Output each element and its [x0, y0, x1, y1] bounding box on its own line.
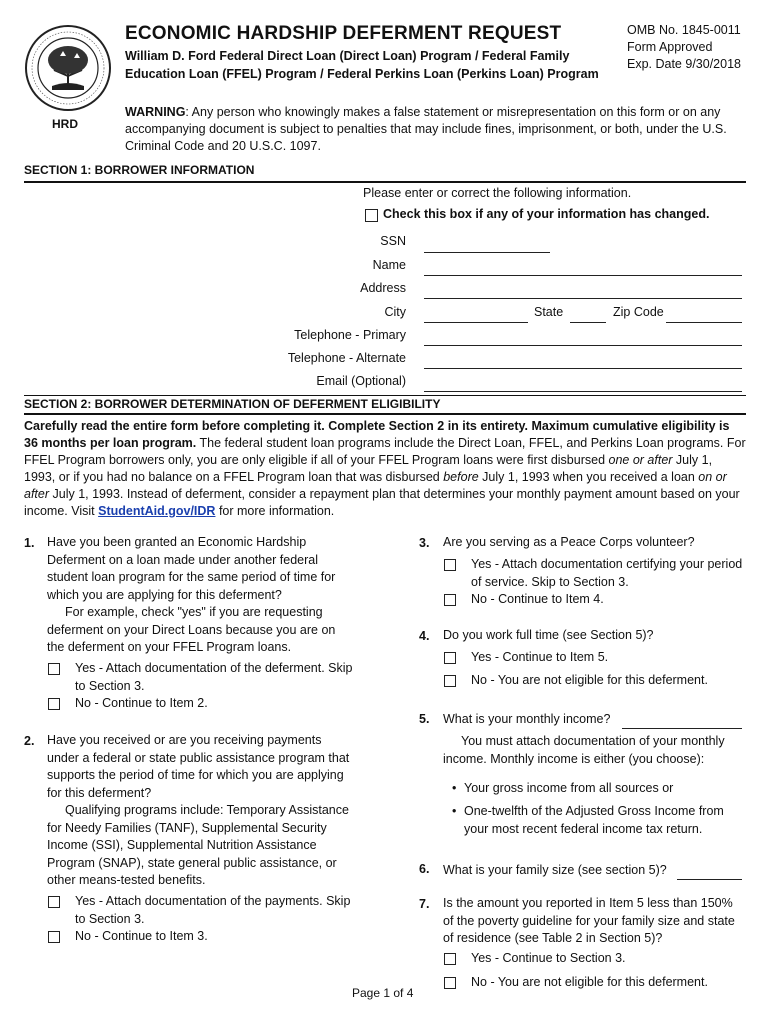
q2-example: Qualifying programs include: Temporary Assistance for Needy Families (TANF), Supplemental Security Income (SSI), Supplemental Nutrition Assistance Program (SNAP), state general public assistance, or other means-tested benefits. [47, 803, 349, 887]
intro-text-1: The federal student loan programs include the Direct Loan, FFEL, and Perkins Loan programs. For FFEL Program borrowers only, you are only eligible if all of your FFEL Program loans were first disbursed [24, 436, 746, 467]
q6-number: 6. [419, 862, 430, 876]
intro-text-5: for more information. [215, 504, 335, 518]
phone-alternate-field[interactable] [424, 368, 742, 369]
section2-heading: SECTION 2: BORROWER DETERMINATION OF DEFERMENT ELIGIBILITY [24, 397, 441, 411]
form-approved: Form Approved [627, 40, 713, 54]
email-label: Email (Optional) [316, 374, 406, 388]
q3-no-checkbox[interactable] [444, 594, 456, 606]
address-field[interactable] [424, 298, 742, 299]
q7-yes-label: Yes - Continue to Section 3. [471, 951, 626, 965]
q4-yes-checkbox[interactable] [444, 652, 456, 664]
city-label: City [384, 305, 406, 319]
intro-text-3: July 1, 1993 when you received a loan [478, 470, 699, 484]
state-label: State [534, 305, 564, 319]
page-number: Page 1 of 4 [352, 986, 414, 1000]
name-field[interactable] [424, 275, 742, 276]
q2-no-label: No - Continue to Item 3. [75, 929, 208, 943]
q1-yes-label: Yes - Attach documentation of the deferment. Skip to Section 3. [75, 661, 353, 693]
q4-text: Do you work full time (see Section 5)? [443, 628, 654, 642]
state-field[interactable] [570, 322, 606, 323]
q1-text: Have you been granted an Economic Hardship Deferment on a loan made under another federal student loan program for the same period of time for which you are applying for this deferment? [47, 535, 336, 602]
name-label: Name [372, 258, 406, 272]
ssn-field[interactable] [424, 252, 550, 253]
q3-yes-checkbox[interactable] [444, 559, 456, 571]
q6-text: What is your family size (see section 5)? [443, 863, 667, 877]
q7-yes-checkbox[interactable] [444, 953, 456, 965]
phone-primary-field[interactable] [424, 345, 742, 346]
q1-number: 1. [24, 536, 35, 550]
section2-rule [24, 413, 746, 415]
bullet-dot-2: • [452, 804, 457, 818]
info-changed-checkbox[interactable] [365, 209, 378, 222]
omb-number: OMB No. 1845-0011 [627, 23, 741, 37]
q3-number: 3. [419, 536, 430, 550]
form-title: ECONOMIC HARDSHIP DEFERMENT REQUEST [125, 23, 562, 44]
q2-yes-checkbox[interactable] [48, 896, 60, 908]
warning-text: : Any person who knowingly makes a false statement or misrepresentation on this form or on any accompanying document is subject to penalties that may include fines, imprisonment, or both, under the U.S. Criminal Code and 20 U.S.C. 1097. [125, 105, 727, 153]
intro-em-1: one or after [608, 453, 673, 467]
q2-text: Have you received or are you receiving payments under a federal or state public assistance program that supports the period of time for which you are applying for this deferment? [47, 733, 350, 800]
q1-no-label: No - Continue to Item 2. [75, 696, 208, 710]
omb-block [627, 22, 741, 73]
q3-text: Are you serving as a Peace Corps volunteer? [443, 535, 695, 549]
section1-rule [24, 181, 746, 183]
intro-em-3: on or after [24, 470, 727, 501]
q1-example: For example, check "yes" if you are requesting deferment on your Direct Loans because you are on the deferment on your FFEL Program loans. [47, 605, 336, 654]
monthly-income-field[interactable] [622, 728, 742, 729]
address-label: Address [360, 281, 406, 295]
q4-yes-label: Yes - Continue to Item 5. [471, 650, 609, 664]
q5-bullet-1: Your gross income from all sources or [464, 781, 674, 795]
q2-number: 2. [24, 734, 35, 748]
department-of-education-seal [24, 24, 112, 112]
q4-number: 4. [419, 629, 430, 643]
ssn-label: SSN [380, 234, 406, 248]
intro-bold: Carefully read the entire form before completing it. Complete Section 2 in its entirety. Maximum cumulative eligibility is 36 months per loan program. [24, 419, 730, 450]
intro-em-2: before [443, 470, 479, 484]
q1-yes-checkbox[interactable] [48, 663, 60, 675]
family-size-field[interactable] [677, 879, 742, 880]
section2-intro [24, 418, 746, 520]
email-field[interactable] [424, 391, 742, 392]
q7-no-label: No - You are not eligible for this deferment. [471, 975, 708, 989]
q3-yes-label: Yes - Attach documentation certifying your period of service. Skip to Section 3. [471, 557, 743, 589]
intro-text-2: July 1, 1993, or if you had no balance on a FFEL Program loan that was disbursed [24, 453, 713, 484]
seal-label: HRD [52, 117, 78, 131]
phone-primary-label: Telephone - Primary [294, 328, 406, 342]
q5-bullet-2: One-twelfth of the Adjusted Gross Income from your most recent federal income tax return. [464, 804, 724, 836]
q7-number: 7. [419, 897, 430, 911]
q5-note: You must attach documentation of your monthly income. Monthly income is either (you choose): [443, 734, 725, 766]
studentaid-idr-link[interactable]: StudentAid.gov/IDR [98, 504, 216, 518]
expiration-date: Exp. Date 9/30/2018 [627, 57, 741, 71]
q7-no-checkbox[interactable] [444, 977, 456, 989]
info-changed-label: Check this box if any of your information has changed. [383, 207, 710, 221]
warning-notice [125, 104, 750, 155]
form-subtitle: William D. Ford Federal Direct Loan (Direct Loan) Program / Federal Family Education Loan (FFEL) Program / Federal Perkins Loan (Perkins Loan) Program [125, 49, 599, 81]
section1-heading: SECTION 1: BORROWER INFORMATION [24, 163, 255, 177]
zip-label: Zip Code [613, 305, 664, 319]
phone-alternate-label: Telephone - Alternate [287, 351, 406, 365]
q4-no-checkbox[interactable] [444, 675, 456, 687]
section2-top-rule [24, 395, 746, 396]
section1-intro: Please enter or correct the following information. [363, 186, 632, 200]
q2-yes-label: Yes - Attach documentation of the payments. Skip to Section 3. [75, 894, 351, 926]
q5-number: 5. [419, 712, 430, 726]
warning-label: WARNING [125, 105, 186, 119]
city-field[interactable] [424, 322, 528, 323]
q3-no-label: No - Continue to Item 4. [471, 592, 604, 606]
q7-text: Is the amount you reported in Item 5 less than 150% of the poverty guideline for your family size and state of residence (see Table 2 in Section 5)? [443, 896, 735, 945]
q2-no-checkbox[interactable] [48, 931, 60, 943]
bullet-dot-1: • [452, 781, 457, 795]
intro-text-4: July 1, 1993. Instead of deferment, consider a repayment plan that determines your monthly payment amount based on your income. Visit [24, 487, 740, 518]
zip-field[interactable] [666, 322, 742, 323]
q1-no-checkbox[interactable] [48, 698, 60, 710]
q5-text: What is your monthly income? [443, 712, 611, 726]
q4-no-label: No - You are not eligible for this deferment. [471, 673, 708, 687]
